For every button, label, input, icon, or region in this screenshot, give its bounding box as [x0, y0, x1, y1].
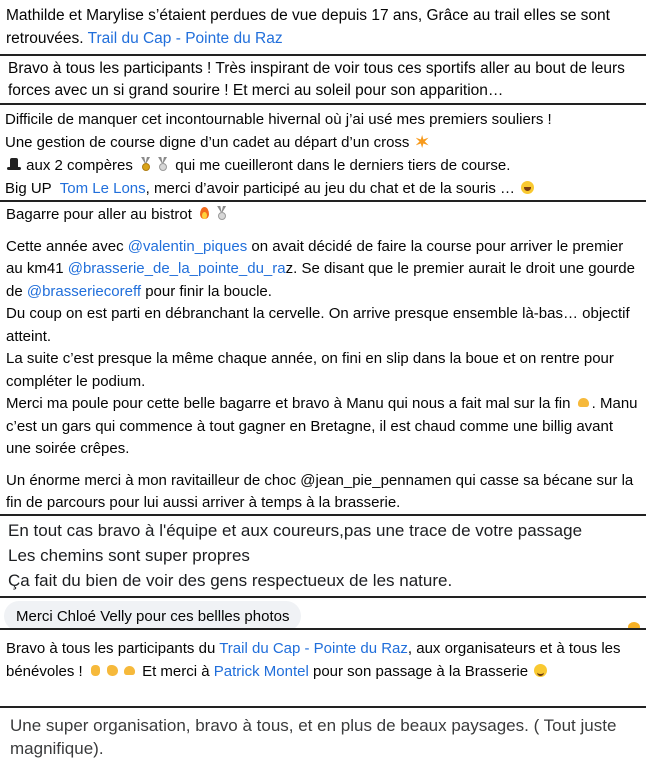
comment-1	[0, 0, 646, 54]
comment-line: , merci d’avoir participé au jeu du chat et de la souris …	[145, 180, 516, 197]
comment-text: Et merci à	[142, 662, 210, 680]
separator	[0, 103, 646, 105]
comment-heading: Bagarre pour aller au bistrot	[6, 206, 192, 223]
comment-text: , aux organisateurs et à tous les bénévoles !	[6, 640, 621, 680]
comment-text: La suite c’est presque la même chaque année, on fini en slip dans la boue et on rentre pour compléter le podium.	[6, 350, 614, 390]
thumbs-up-icon	[88, 663, 103, 678]
comment-text: Cette année avec	[6, 237, 124, 255]
comment-text: pour finir la boucle.	[145, 282, 272, 300]
trail-link[interactable]: Trail du Cap - Pointe du Raz	[87, 30, 283, 47]
fire-icon	[197, 206, 212, 221]
comment-text: Merci ma poule pour cette belle bagarre et bravo à Manu qui nous a fait mal sur la fin	[6, 395, 571, 412]
comment-bubble	[4, 601, 301, 628]
comment-5	[0, 516, 646, 596]
comment-7	[0, 630, 646, 706]
medal-icon	[214, 206, 229, 221]
trail-link[interactable]: Trail du Cap - Pointe du Raz	[219, 640, 408, 657]
comment-text: Du coup on est parti en débranchant la cervelle. On arrive presque ensemble là-bas… objectif atteint.	[6, 305, 630, 345]
smile-icon	[533, 663, 548, 678]
hat-icon	[6, 157, 21, 172]
comment-line: Les chemins sont super propres	[8, 546, 250, 565]
mention-link[interactable]: @valentin_piques	[127, 237, 248, 255]
boom-icon	[415, 134, 430, 149]
comment-text: Merci Chloé Velly pour ces bellles photos	[16, 607, 290, 625]
comment-text: Mathilde et Marylise s’étaient perdues de vue depuis 17 ans, Grâce au trail elles se sont retrouvées.	[6, 7, 610, 47]
comment-2	[0, 56, 646, 102]
comment-text: Bravo à tous les participants ! Très inspirant de voir tous ces sportifs aller au bout de leurs forces avec un si grand sourire ! Et merci au soleil pour son apparition…	[8, 60, 625, 99]
mention-link[interactable]: @brasseriecoreff	[26, 282, 142, 300]
user-link[interactable]: Tom Le Lons	[59, 180, 146, 197]
comment-text: . Manu c’est un gars qui commence à tout gagner en Bretagne, il est chaud comme une billig avant une soirée crêpes.	[6, 395, 638, 457]
arm-icon	[576, 395, 591, 410]
comment-text: Une super organisation, bravo à tous, et en plus de beaux paysages. ( Tout juste magnifique).	[10, 716, 617, 758]
mention-link[interactable]: @brasserie_de_la_pointe_du_ra	[67, 260, 286, 277]
clap-icon	[105, 663, 120, 678]
comment-line: qui me cueilleront dans le derniers tiers de course.	[175, 157, 511, 174]
comment-4	[0, 202, 646, 514]
comment-text: Un énorme merci à mon ravitailleur de choc @jean_pie_pennamen qui casse sa bécane sur la fin de parcours pour lui aussi arriver à temps à la brasserie.	[6, 471, 634, 511]
comment-text: on avait décidé de faire la course pour arriver le premier au km41	[6, 237, 624, 277]
comment-line: aux 2 compères	[26, 157, 133, 174]
comment-line: Difficile de manquer cet incontournable hivernal où j’ai usé mes premiers souliers !	[5, 111, 552, 128]
comment-line: Big UP	[5, 180, 52, 197]
comment-8	[0, 708, 646, 760]
comment-line: Ça fait du bien de voir des gens respectueux de les nature.	[8, 571, 453, 590]
comment-6	[0, 598, 646, 628]
comment-line: En tout cas bravo à l'équipe et aux coureurs,pas une trace de votre passage	[8, 521, 583, 540]
arm-icon	[122, 663, 137, 678]
comment-text: z. Se disant que le premier aurait le droit une gourde de	[6, 260, 635, 300]
user-link[interactable]: Patrick Montel	[213, 662, 309, 680]
comment-text: pour son passage à la Brasserie	[312, 662, 529, 680]
laugh-icon	[520, 180, 535, 195]
comment-3	[0, 106, 646, 200]
comment-line: Une gestion de course digne d’un cadet au départ d’un cross	[5, 134, 410, 151]
medal-icon	[155, 157, 170, 172]
comment-text: Bravo à tous les participants du	[6, 640, 216, 657]
medal-icon	[138, 157, 153, 172]
